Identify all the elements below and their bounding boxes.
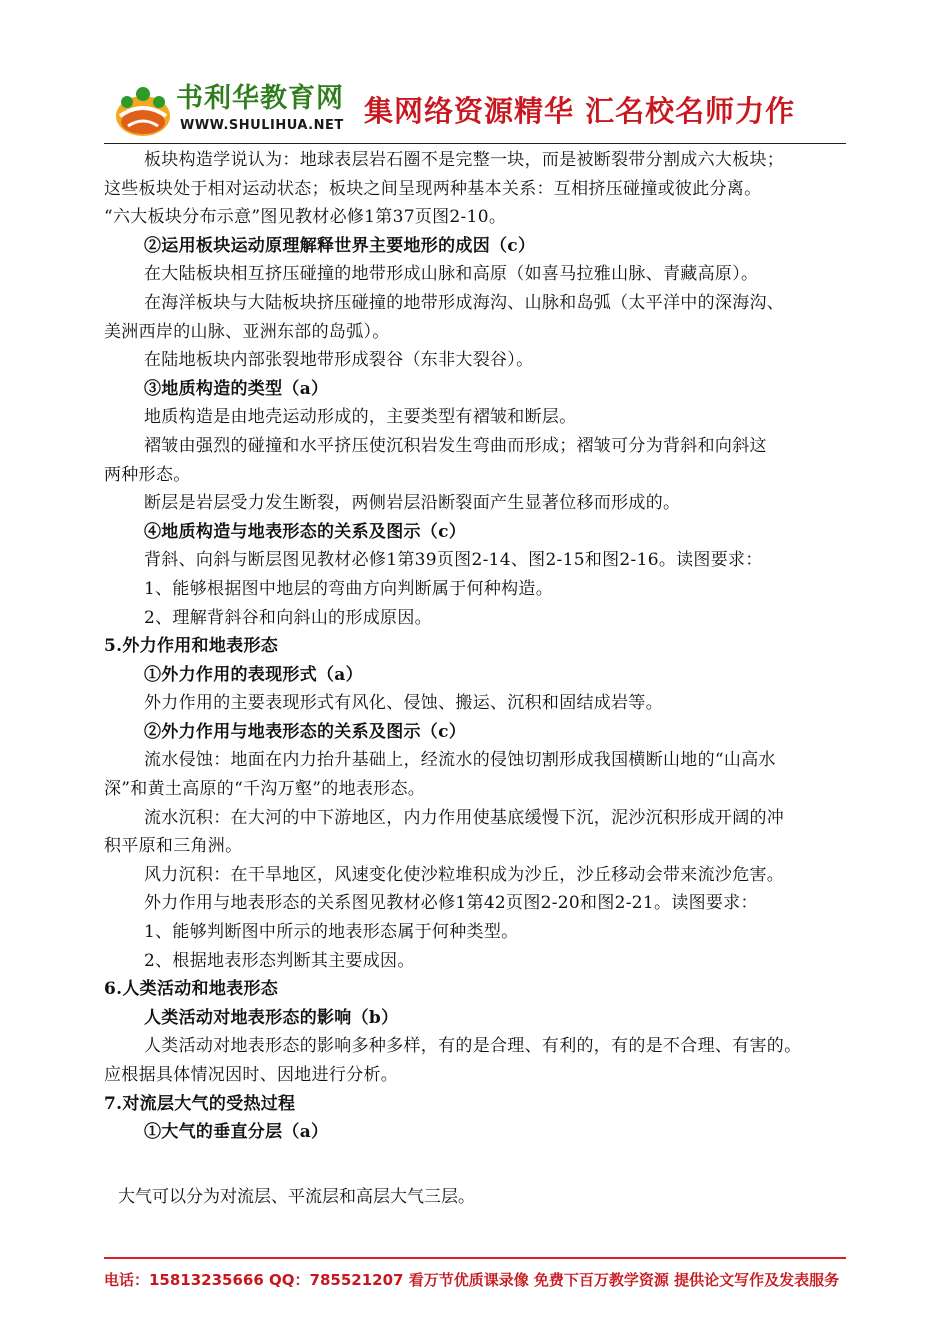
paragraph: 人类活动对地表形态的影响多种多样，有的是合理、有利的，有的是不合理、有害的。 xyxy=(144,1036,802,1057)
logo-icon xyxy=(114,82,172,138)
paragraph: 应根据具体情况因时、因地进行分析。 xyxy=(104,1065,399,1085)
footer-divider xyxy=(104,1257,846,1259)
paragraph: 板块构造学说认为：地球表层岩石圈不是完整一块，而是被断裂带分割成六大板块； xyxy=(144,150,785,170)
paragraph: 两种形态。 xyxy=(104,464,191,485)
subsection-heading: ②外力作用与地表形态的关系及图示（c） xyxy=(144,721,467,742)
paragraph: 这些板块处于相对运动状态；板块之间呈现两种基本关系：互相挤压碰撞或彼此分离。 xyxy=(104,178,762,199)
subsection-heading: ③地质构造的类型（a） xyxy=(144,378,329,399)
paragraph: 地质构造是由地壳运动形成的，主要类型有褶皱和断层。 xyxy=(144,407,577,428)
paragraph: 外力作用的主要表现形式有风化、侵蚀、搬运、沉积和固结成岩等。 xyxy=(144,693,663,714)
subsection-heading: ①外力作用的表现形式（a） xyxy=(144,664,363,685)
list-item: 1、能够根据图中地层的弯曲方向判断属于何种构造。 xyxy=(144,578,554,599)
paragraph: 外力作用与地表形态的关系图见教材必修1第42页图2-20和图2-21。读图要求： xyxy=(144,893,758,914)
paragraph: 流水沉积：在大河的中下游地区，内力作用使基底缓慢下沉，泥沙沉积形成开阔的冲 xyxy=(144,807,785,828)
section-heading: 5.外力作用和地表形态 xyxy=(104,636,279,657)
subsection-heading: ②运用板块运动原理解释世界主要地形的成因（c） xyxy=(144,235,536,256)
subsection-heading: ①大气的垂直分层（a） xyxy=(144,1122,329,1143)
paragraph: 在陆地板块内部张裂地带形成裂谷（东非大裂谷）。 xyxy=(144,350,534,371)
paragraph: 美洲西岸的山脉、亚洲东部的岛弧）。 xyxy=(104,321,390,342)
header-divider xyxy=(104,143,846,144)
paragraph: 大气可以分为对流层、平流层和高层大气三层。 xyxy=(118,1187,475,1207)
page-header xyxy=(104,78,846,142)
paragraph: 背斜、向斜与断层图见教材必修1第39页图2-14、图2-15和图2-16。读图要求： xyxy=(144,550,763,571)
paragraph: 流水侵蚀：地面在内力抬升基础上，经流水的侵蚀切割形成我国横断山地的“山高水 xyxy=(144,750,776,771)
paragraph: 积平原和三角洲。 xyxy=(104,836,243,857)
paragraph: 在大陆板块相互挤压碰撞的地带形成山脉和高原（如喜马拉雅山脉、青藏高原）。 xyxy=(144,264,759,285)
footer-contact: 电话：15813235666 QQ：785521207 看万节优质课录像 免费下百万教学资源 提供论文写作及发表服务 xyxy=(104,1271,840,1289)
brand-name: 书利华教育网 xyxy=(176,83,344,114)
paragraph: 断层是岩层受力发生断裂，两侧岩层沿断裂面产生显著位移而形成的。 xyxy=(144,493,681,514)
header-slogan: 集网络资源精华 汇名校名师力作 xyxy=(364,94,796,128)
list-item: 2、理解背斜谷和向斜山的形成原因。 xyxy=(144,607,432,628)
list-item: 2、根据地表形态判断其主要成因。 xyxy=(144,950,415,971)
document-body xyxy=(104,146,848,1147)
paragraph: 在海洋板块与大陆板块挤压碰撞的地带形成海沟、山脉和岛弧（太平洋中的深海沟、 xyxy=(144,292,785,313)
paragraph: “六大板块分布示意”图见教材必修1第37页图2-10。 xyxy=(104,207,507,228)
subsection-heading: ④地质构造与地表形态的关系及图示（c） xyxy=(144,521,467,542)
section-heading: 6.人类活动和地表形态 xyxy=(104,979,279,1000)
subsection-heading: 人类活动对地表形态的影响（b） xyxy=(144,1007,399,1028)
paragraph: 深”和黄土高原的“千沟万壑”的地表形态。 xyxy=(104,779,426,800)
paragraph: 风力沉积：在干旱地区，风速变化使沙粒堆积成为沙丘，沙丘移动会带来流沙危害。 xyxy=(144,864,785,885)
brand-url[interactable]: WWW.SHULIHUA.NET xyxy=(180,118,344,133)
section-heading: 7.对流层大气的受热过程 xyxy=(104,1093,296,1114)
list-item: 1、能够判断图中所示的地表形态属于何种类型。 xyxy=(144,922,519,943)
paragraph: 褶皱由强烈的碰撞和水平挤压使沉积岩发生弯曲而形成；褶皱可分为背斜和向斜这 xyxy=(144,435,767,456)
